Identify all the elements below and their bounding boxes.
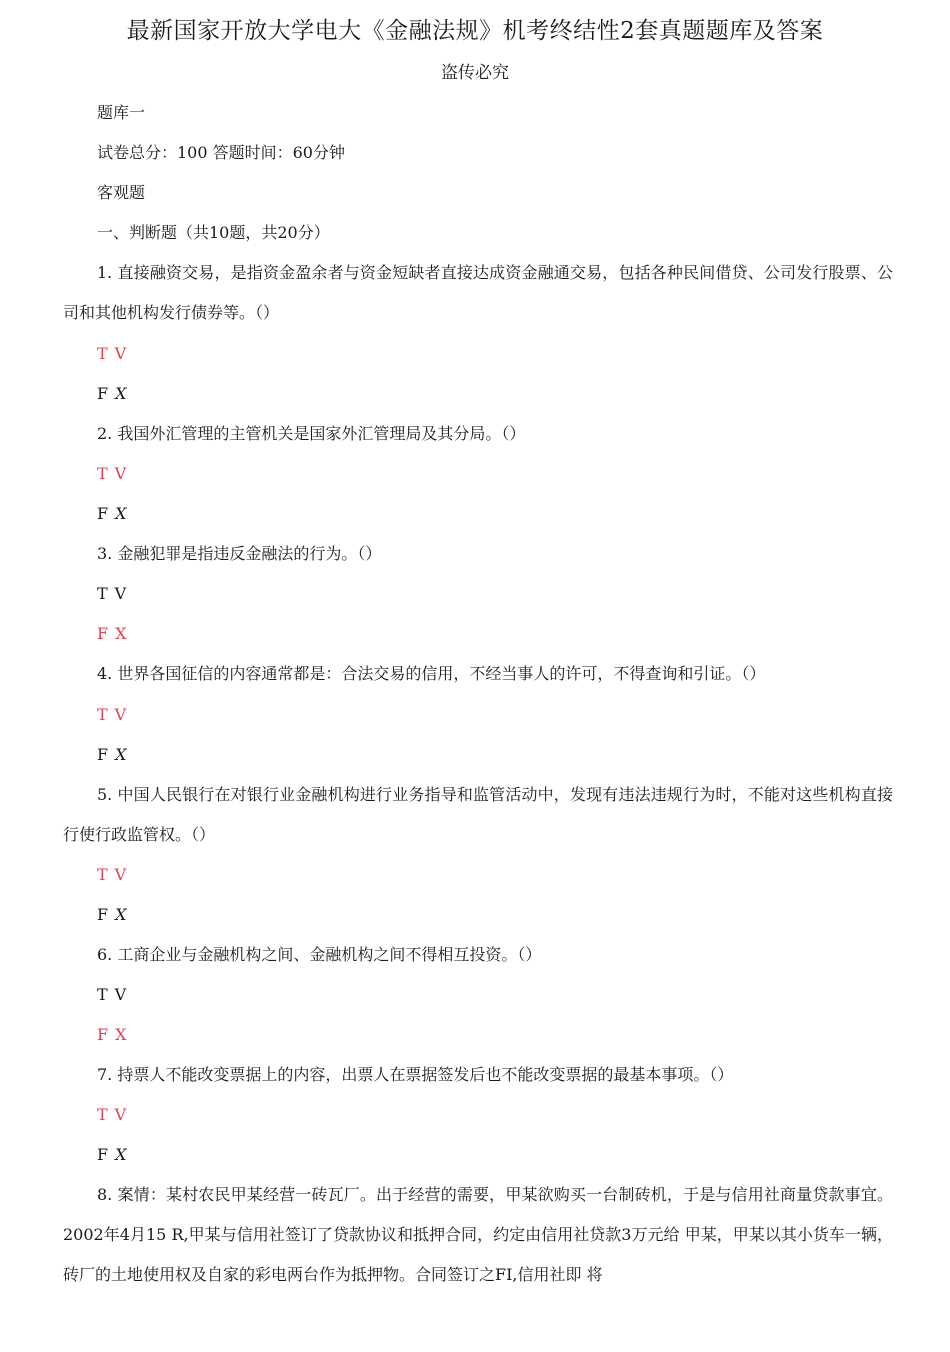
question-4: 4. 世界各国征信的内容通常都是：合法交易的信用，不经当事人的许可，不得查询和引证。（） xyxy=(97,664,766,683)
check-mark-icon: V xyxy=(114,584,128,603)
option-letter: T xyxy=(97,584,109,603)
cross-mark-icon: X xyxy=(115,384,128,403)
q3-option-false[interactable] xyxy=(97,621,128,647)
q5-option-true[interactable] xyxy=(97,862,127,888)
document-title: 最新国家开放大学电大《金融法规》机考终结性2套真题题库及答案 xyxy=(126,18,824,44)
question-7: 7. 持票人不能改变票据上的内容，出票人在票据签发后也不能改变票据的最基本事项。（） xyxy=(97,1065,734,1084)
section-objective: 客观题 xyxy=(97,183,146,202)
question-5: 5. 中国人民银行在对银行业金融机构进行业务指导和监管活动中，发现有违法违规行为时，不能对这些机构直接行使行政监管权。（） xyxy=(63,785,893,844)
question-8: 8. 案情：某村农民甲某经营一砖瓦厂。出于经营的需要，甲某欲购买一台制砖机，于是与信用社商量贷款事宜。2002年4月15 R,甲某与信用社签订了贷款协议和抵押合同，约定由信用社贷款3万元给 甲某，甲某以其小货车一辆，砖厂的土地使用权及自家的彩电两台作为抵押物。合同签订之FI,信用社即 将 xyxy=(63,1185,893,1284)
check-mark-icon: V xyxy=(114,1105,128,1124)
cross-mark-icon: X xyxy=(115,1145,128,1164)
check-mark-icon: V xyxy=(114,865,128,884)
question-1: 1. 直接融资交易，是指资金盈余者与资金短缺者直接达成资金融通交易，包括各种民间借贷、公司发行股票、公司和其他机构发行债券等。（） xyxy=(63,263,893,322)
option-letter: T xyxy=(97,705,109,724)
cross-mark-icon: X xyxy=(115,624,128,643)
q4-option-false[interactable] xyxy=(97,742,128,768)
q3-option-true[interactable] xyxy=(97,581,127,607)
option-letter: F xyxy=(97,1145,110,1164)
option-letter: T xyxy=(97,1105,109,1124)
option-letter: F xyxy=(97,905,110,924)
q2-option-true[interactable] xyxy=(97,461,127,487)
q1-option-false[interactable] xyxy=(97,381,128,407)
option-letter: F xyxy=(97,504,110,523)
q1-option-true[interactable] xyxy=(97,341,127,367)
cross-mark-icon: X xyxy=(115,745,128,764)
option-letter: F xyxy=(97,384,110,403)
check-mark-icon: V xyxy=(114,464,128,483)
question-3: 3. 金融犯罪是指违反金融法的行为。（） xyxy=(97,544,382,563)
q7-option-false[interactable] xyxy=(97,1142,128,1168)
option-letter: T xyxy=(97,865,109,884)
option-letter: F xyxy=(97,1025,110,1044)
q2-option-false[interactable] xyxy=(97,501,128,527)
question-2: 2. 我国外汇管理的主管机关是国家外汇管理局及其分局。（） xyxy=(97,424,526,443)
cross-mark-icon: X xyxy=(115,504,128,523)
bank-label: 题库一 xyxy=(97,103,146,122)
q5-option-false[interactable] xyxy=(97,902,128,928)
check-mark-icon: V xyxy=(114,705,128,724)
cross-mark-icon: X xyxy=(115,1025,128,1044)
document-subtitle: 盗传必究 xyxy=(441,63,509,83)
option-letter: F xyxy=(97,745,110,764)
option-letter: T xyxy=(97,464,109,483)
q7-option-true[interactable] xyxy=(97,1102,127,1128)
q6-option-true[interactable] xyxy=(97,982,127,1008)
option-letter: F xyxy=(97,624,110,643)
q4-option-true[interactable] xyxy=(97,702,127,728)
section-true-false: 一、判断题（共10题，共20分） xyxy=(97,223,330,242)
check-mark-icon: V xyxy=(114,344,128,363)
check-mark-icon: V xyxy=(114,985,128,1004)
q6-option-false[interactable] xyxy=(97,1022,128,1048)
cross-mark-icon: X xyxy=(115,905,128,924)
question-6: 6. 工商企业与金融机构之间、金融机构之间不得相互投资。（） xyxy=(97,945,542,964)
exam-info: 试卷总分：100 答题时间：60分钟 xyxy=(97,143,345,162)
option-letter: T xyxy=(97,344,109,363)
option-letter: T xyxy=(97,985,109,1004)
